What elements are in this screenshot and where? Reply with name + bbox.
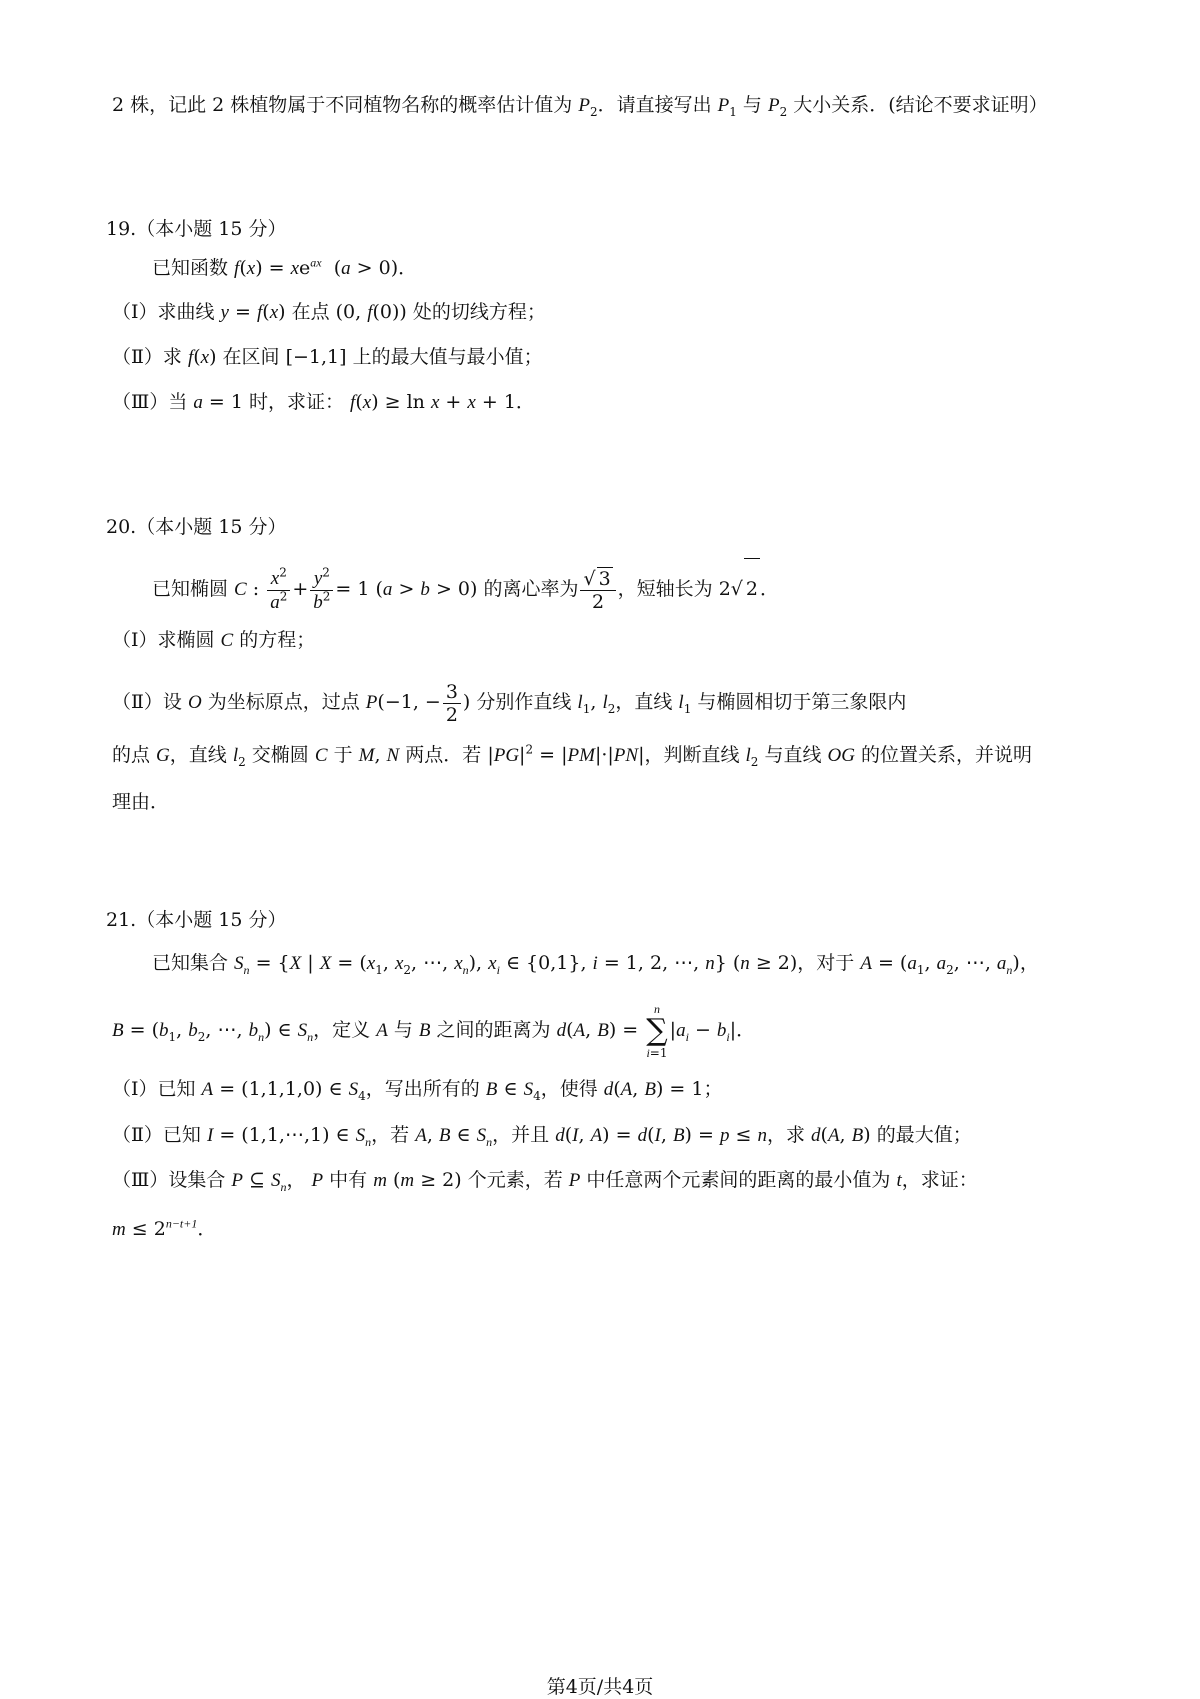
q20-stem: 已知椭圆 C : $\frac{x^2}{a^2}$ + $\frac{y^2}{b^2}$ = 1 (a > b > 0) 的离心率为 $\frac{√ 3}{2}$ ，短轴长为 2√ 2 ． (152, 558, 779, 620)
q21-part2: （Ⅱ）已知 I = (1,1,⋯,1) ∈ $S_n$，若 A, B ∈ $S_n$，并且 d(I, A) = d(I, B) = p ≤ n，求 d(A, B) 的最大值； (112, 1124, 972, 1149)
q21-header: 21.（本小题 15 分） (106, 909, 287, 931)
q20-part2-line1: （Ⅱ）设 O 为坐标原点，过点 P(−1, − $\frac{3}{2}$ ) 分别作直线 $l_1$, $l_2$，直线 $l_1$ 与椭圆相切于第三象限内 (112, 680, 907, 726)
q21-part1: （Ⅰ）已知 A = (1,1,1,0) ∈ $S_4$，写出所有的 B ∈ $S_4$，使得 d(A, B) = 1； (112, 1078, 723, 1103)
q18-continuation-line: 2 株，记此 2 株植物属于不同植物名称的概率估计值为 $P_2$．请直接写出 $P_1$ 与 $P_2$ 大小关系．(结论不要求证明） (112, 94, 1048, 119)
q20-part2-line2: 的点 G，直线 $l_2$ 交椭圆 C 于 M, N 两点．若 $|PG|^2 = |PM|\cdot|PN|$，判断直线 $l_2$ 与直线 OG 的位置关系，并说明 (112, 742, 1033, 769)
q20-header: 20.（本小题 15 分） (106, 516, 287, 538)
q20-part2-line3: 理由． (112, 791, 170, 813)
q20-part1: （Ⅰ）求椭圆 C 的方程； (112, 629, 316, 651)
q19-part3: （Ⅲ）当 a = 1 时，求证： f(x) ≥ ln x + x + 1． (112, 391, 535, 413)
q21-part3-line2: $m \le 2^{n-t+1}$． (112, 1216, 217, 1240)
q19-part2: （Ⅱ）求 f(x) 在区间 [−1,1] 上的最大值与最小值； (112, 346, 543, 368)
q19-header: 19.（本小题 15 分） (106, 218, 287, 240)
page-footer: 第4页/共4页 (546, 1676, 654, 1698)
q21-stem-line2: $B = (b_1$, $b_2$, ⋯, $b_n$) ∈ $S_n$，定义 A 与 B 之间的距离为 d(A, B) = n ∑ $i=1|a_i - b_i|$． (112, 1002, 756, 1060)
q19-stem: 已知函数 $f(x) = xe^{ax}$ (a > 0)． (152, 255, 418, 279)
q19-part1: （Ⅰ）求曲线 y = f(x) 在点 (0, f(0)) 处的切线方程； (112, 301, 546, 323)
q21-stem-line1: 已知集合 $S_n = \{X$ | $X = (x_1$, $x_2$, ⋯, $x_n$), $x_i$ ∈ {0,1}, i = 1, 2, ⋯, n} (n ≥ 2)，对于 $A = (a_1$, $a_2$, ⋯, $a_n$)， (152, 952, 1039, 977)
q21-part3-line1: （Ⅲ）设集合 P ⊆ $S_n$， P 中有 m (m ≥ 2) 个元素，若 P 中任意两个元素间的距离的最小值为 t，求证： (112, 1169, 978, 1194)
